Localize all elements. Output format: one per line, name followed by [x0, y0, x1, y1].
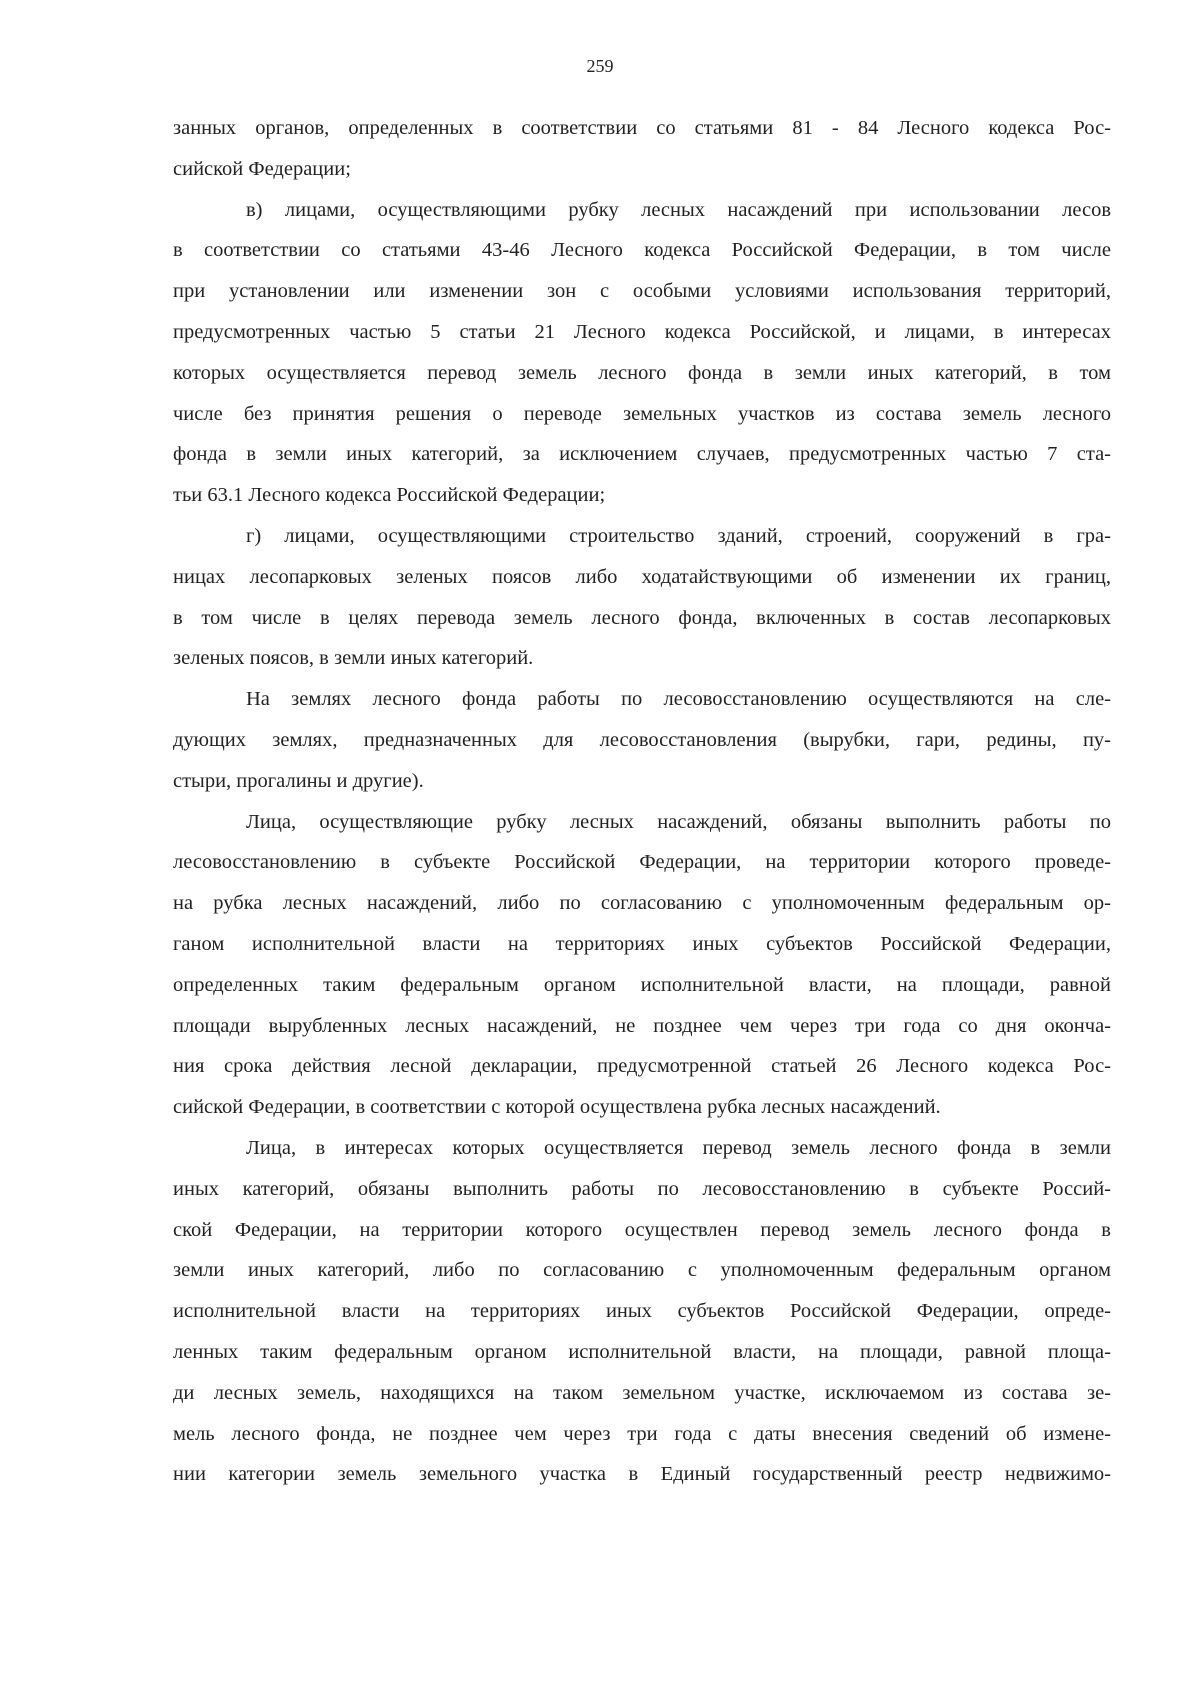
text-line: числе без принятия решения о переводе земельных участков из состава земель лесного	[173, 402, 1111, 425]
text-line: зеленых поясов, в земли иных категорий.	[173, 647, 534, 670]
text-line: мель лесного фонда, не позднее чем через три года с даты внесения сведений об измене-	[173, 1422, 1111, 1445]
text-line: на рубка лесных насаждений, либо по согласованию с уполномоченным федеральным ор-	[173, 892, 1111, 915]
text-line: которых осуществляется перевод земель лесного фонда в земли иных категорий, в том	[173, 361, 1111, 384]
text-line: фонда в земли иных категорий, за исключением случаев, предусмотренных частью 7 ста-	[173, 443, 1111, 466]
text-line: стыри, прогалины и другие).	[173, 769, 424, 792]
text-line: На землях лесного фонда работы по лесовосстановлению осуществляются на сле-	[246, 688, 1111, 711]
text-line: г) лицами, осуществляющими строительство зданий, строений, сооружений в гра-	[246, 524, 1111, 547]
text-line: Лица, осуществляющие рубку лесных насаждений, обязаны выполнить работы по	[246, 810, 1111, 833]
text-line: в) лицами, осуществляющими рубку лесных насаждений при использовании лесов	[246, 198, 1111, 221]
text-line: тьи 63.1 Лесного кодекса Российской Федерации;	[173, 484, 606, 507]
text-line: дующих землях, предназначенных для лесовосстановления (вырубки, гари, редины, пу-	[173, 728, 1111, 751]
text-line: в том числе в целях перевода земель лесного фонда, включенных в состав лесопарковых	[173, 606, 1111, 629]
text-line: в соответствии со статьями 43-46 Лесного кодекса Российской Федерации, в том числе	[173, 239, 1111, 262]
text-line: при установлении или изменении зон с особыми условиями использования территорий,	[173, 280, 1111, 303]
text-line: ганом исполнительной власти на территориях иных субъектов Российской Федерации,	[173, 932, 1111, 955]
document-body	[173, 108, 1111, 1495]
text-line: Лица, в интересах которых осуществляется перевод земель лесного фонда в земли	[246, 1136, 1111, 1159]
page-number: 259	[586, 56, 614, 76]
text-line: лесовосстановлению в субъекте Российской Федерации, на территории которого проведе-	[173, 851, 1111, 874]
text-line: предусмотренных частью 5 статьи 21 Лесного кодекса Российской, и лицами, в интересах	[173, 320, 1111, 343]
text-line: занных органов, определенных в соответствии со статьями 81 - 84 Лесного кодекса Рос-	[173, 117, 1111, 139]
text-line: площади вырубленных лесных насаждений, не позднее чем через три года со дня оконча-	[173, 1014, 1111, 1037]
text-line: сийской Федерации;	[173, 157, 351, 180]
text-line: ницах лесопарковых зеленых поясов либо ходатайствующими об изменении их границ,	[173, 565, 1111, 588]
text-line: иных категорий, обязаны выполнить работы по лесовосстановлению в субъекте Россий-	[173, 1177, 1111, 1200]
text-line: исполнительной власти на территориях иных субъектов Российской Федерации, опреде-	[173, 1300, 1111, 1323]
text-line: сийской Федерации, в соответствии с которой осуществлена рубка лесных насаждений.	[173, 1096, 941, 1119]
text-line: ди лесных земель, находящихся на таком земельном участке, исключаемом из состава зе-	[173, 1381, 1111, 1404]
text-line: нии категории земель земельного участка в Единый государственный реестр недвижимо-	[173, 1463, 1111, 1486]
text-line: ния срока действия лесной декларации, предусмотренной статьей 26 Лесного кодекса Рос-	[173, 1055, 1111, 1078]
text-line: ской Федерации, на территории которого осуществлен перевод земель лесного фонда в	[173, 1218, 1111, 1241]
text-line: земли иных категорий, либо по согласованию с уполномоченным федеральным органом	[173, 1259, 1111, 1282]
text-line: ленных таким федеральным органом исполнительной власти, на площади, равной площа-	[173, 1340, 1111, 1363]
text-line: определенных таким федеральным органом исполнительной власти, на площади, равной	[173, 973, 1111, 996]
